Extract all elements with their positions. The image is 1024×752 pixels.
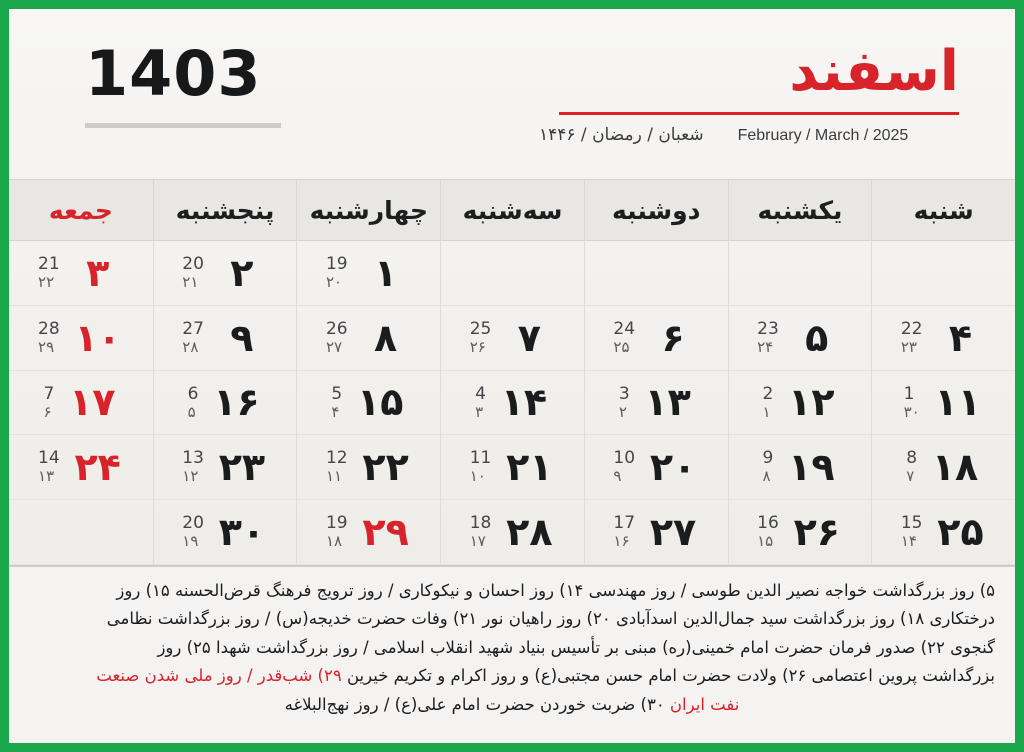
calendar-header	[9, 9, 1015, 179]
day-number-gregorian: 27	[182, 318, 204, 339]
day-cell[interactable]	[9, 371, 153, 436]
day-cell[interactable]	[440, 371, 584, 436]
day-grid	[9, 241, 1015, 565]
day-cell[interactable]	[296, 306, 440, 371]
day-number-hijri: ۱۵	[757, 532, 774, 551]
day-number-gregorian: 2	[762, 383, 774, 404]
day-number-gregorian: 19	[325, 513, 348, 534]
day-secondary-dates	[757, 514, 779, 550]
day-number-jalali: ۱۱	[934, 380, 981, 425]
day-secondary-dates	[38, 449, 60, 485]
day-cell[interactable]	[153, 371, 297, 436]
day-number-gregorian: 20	[182, 513, 204, 534]
day-number-gregorian: 25	[469, 318, 492, 339]
day-secondary-dates	[326, 449, 348, 485]
day-number-jalali: ۱۷	[69, 380, 116, 425]
weekday-header-seshanbe: سه‌شنبه	[440, 180, 584, 240]
day-number-gregorian: 12	[325, 448, 348, 469]
day-number-jalali: ۲۳	[218, 445, 266, 490]
events-line-1: ۵) روز بزرگداشت خواجه نصیر الدین طوسی / روز مهندسی ۱۴) روز احسان و نیکوکاری / روز ترویج فرهنگ قرض‌الحسنه ۱۵) روز	[116, 581, 995, 600]
day-cell	[440, 241, 584, 306]
day-cell[interactable]	[153, 241, 297, 306]
day-number-jalali: ۲۵	[937, 510, 984, 555]
day-cell[interactable]	[584, 500, 728, 565]
month-name: اسفند	[789, 39, 959, 104]
day-cell[interactable]	[440, 500, 584, 565]
day-number-hijri: ۶	[43, 402, 52, 421]
day-secondary-dates	[182, 255, 204, 291]
day-secondary-dates	[901, 514, 923, 550]
day-number-gregorian: 13	[182, 448, 204, 469]
day-number-hijri: ۳۰	[903, 402, 920, 421]
day-cell[interactable]	[9, 306, 153, 371]
events-line-4-text: بزرگداشت پروین اعتصامی ۲۶) ولادت حضرت امام حسن مجتبی(ع) و روز اکرام و تکریم خیرین	[341, 666, 995, 686]
day-number-jalali: ۲۴	[74, 445, 121, 490]
day-secondary-dates	[43, 385, 54, 421]
day-secondary-dates	[757, 320, 779, 356]
day-number-jalali: ۲۱	[506, 445, 553, 490]
day-number-gregorian: 24	[613, 318, 636, 339]
day-number-jalali: ۱	[374, 250, 398, 295]
day-cell[interactable]	[871, 306, 1015, 371]
day-number-gregorian: 5	[331, 383, 343, 404]
day-number-jalali: ۵	[805, 315, 829, 360]
day-secondary-dates	[475, 385, 486, 421]
day-number-hijri: ۲	[618, 402, 627, 421]
day-number-jalali: ۷	[517, 315, 541, 360]
day-cell[interactable]	[153, 500, 297, 565]
day-secondary-dates	[470, 449, 492, 485]
day-secondary-dates	[619, 385, 630, 421]
day-cell[interactable]	[9, 435, 153, 500]
weekday-header-doshanbe: دوشنبه	[584, 180, 728, 240]
day-secondary-dates	[904, 385, 920, 421]
weekday-header-panjshanbe: پنجشنبه	[153, 180, 297, 240]
day-number-gregorian: 19	[325, 253, 348, 274]
day-number-hijri: ۲۹	[38, 337, 55, 356]
day-number-jalali: ۶	[661, 315, 685, 360]
day-number-gregorian: 16	[757, 513, 779, 534]
day-number-jalali: ۹	[230, 315, 254, 360]
day-cell	[871, 241, 1015, 306]
day-number-hijri: ۱۱	[325, 467, 343, 486]
day-number-jalali: ۱۸	[931, 445, 979, 490]
day-number-jalali: ۲۶	[793, 510, 840, 555]
day-cell[interactable]	[728, 500, 872, 565]
year-label: 1403	[85, 37, 262, 110]
weekday-header-shanbe: شنبه	[871, 180, 1015, 240]
day-secondary-dates	[188, 385, 199, 421]
day-number-gregorian: 23	[757, 318, 779, 339]
day-number-gregorian: 3	[618, 383, 630, 404]
day-number-gregorian: 6	[187, 383, 199, 404]
day-number-jalali: ۴	[948, 315, 973, 360]
events-line-5-text: ۳۰) ضربت خوردن حضرت امام علی(ع) / روز نهج‌البلاغه	[284, 694, 665, 714]
day-cell[interactable]	[296, 371, 440, 436]
day-number-hijri: ۹	[613, 467, 622, 486]
events-line-3: گنجوی ۲۲) صدور فرمان حضرت امام خمینی(ره) مبنی بر تأسیس بنیاد شهید انقلاب اسلامی / روز بزرگداشت شهدا ۲۵) روز	[157, 637, 995, 657]
hijri-months-label: شعبان / رمضان / ۱۴۴۶	[539, 124, 704, 145]
day-secondary-dates	[326, 320, 348, 356]
day-number-gregorian: 1	[903, 383, 915, 404]
day-number-jalali: ۱۴	[500, 380, 548, 425]
day-number-jalali: ۱۰	[74, 315, 121, 360]
day-secondary-dates	[613, 320, 635, 356]
day-number-jalali: ۲	[230, 250, 254, 295]
day-secondary-dates	[901, 320, 923, 356]
weekday-header-yekshanbe: یکشنبه	[728, 180, 872, 240]
day-number-gregorian: 15	[900, 513, 923, 534]
day-number-hijri: ۲۸	[182, 337, 199, 356]
day-number-hijri: ۱۸	[325, 532, 343, 551]
events-line-4	[29, 662, 995, 690]
day-secondary-dates	[326, 514, 348, 550]
day-number-gregorian: 7	[43, 383, 55, 404]
day-cell[interactable]	[296, 500, 440, 565]
day-cell[interactable]	[440, 306, 584, 371]
calendar-sheet	[9, 9, 1015, 743]
day-secondary-dates	[613, 449, 635, 485]
day-secondary-dates	[763, 449, 774, 485]
day-cell[interactable]	[728, 306, 872, 371]
day-number-hijri: ۱۲	[182, 467, 199, 486]
day-number-hijri: ۷	[906, 467, 915, 486]
day-cell[interactable]	[584, 306, 728, 371]
day-cell[interactable]	[871, 500, 1015, 565]
day-number-gregorian: 8	[906, 448, 918, 469]
day-secondary-dates	[763, 385, 774, 421]
day-cell[interactable]	[296, 435, 440, 500]
day-secondary-dates	[470, 514, 492, 550]
day-number-hijri: ۵	[187, 402, 196, 421]
day-secondary-dates	[470, 320, 492, 356]
weekday-header-jomeh: جمعه	[48, 195, 113, 225]
day-number-hijri: ۳	[475, 402, 484, 421]
day-cell[interactable]	[440, 435, 584, 500]
day-number-hijri: ۱۳	[38, 467, 55, 486]
day-cell[interactable]	[871, 371, 1015, 436]
day-number-jalali: ۱۵	[357, 380, 404, 425]
month-block	[539, 39, 959, 145]
day-number-gregorian: 26	[325, 318, 348, 339]
day-secondary-dates	[906, 449, 917, 485]
day-cell[interactable]	[871, 435, 1015, 500]
day-number-gregorian: 28	[38, 318, 60, 339]
day-number-hijri: ۱۷	[469, 532, 486, 551]
day-number-jalali: ۱۲	[788, 380, 835, 425]
day-number-hijri: ۱۹	[182, 532, 199, 551]
day-cell[interactable]	[584, 371, 728, 436]
day-number-jalali: ۱۹	[788, 445, 835, 490]
month-subtitles	[539, 125, 959, 145]
day-number-hijri: ۴	[331, 402, 340, 421]
day-number-gregorian: 18	[469, 513, 492, 534]
month-rule	[559, 112, 959, 115]
day-number-gregorian: 22	[900, 318, 923, 339]
day-secondary-dates	[182, 514, 204, 550]
day-number-jalali: ۲۸	[506, 510, 553, 555]
events-line-5	[29, 691, 995, 719]
day-cell[interactable]	[728, 371, 872, 436]
day-number-jalali: ۲۹	[362, 510, 409, 555]
events-line-5-holiday-text: نفت ایران	[664, 694, 740, 714]
day-number-gregorian: 20	[182, 253, 204, 274]
day-secondary-dates	[326, 255, 348, 291]
events-line-2: درختکاری ۱۸) روز بزرگداشت سید جمال‌الدین اسدآبادی ۲۰) روز راهیان نور ۲۱) وفات حضرت خدیجه(س) / روز بزرگداشت نظامی	[106, 609, 995, 629]
year-rule	[85, 123, 281, 128]
events-line-4-holiday-text: ۲۹) شب‌قدر / روز ملی شدن صنعت	[96, 666, 342, 686]
day-number-gregorian: 17	[613, 513, 636, 534]
day-secondary-dates	[331, 385, 342, 421]
day-secondary-dates	[38, 320, 60, 356]
day-number-gregorian: 10	[613, 448, 636, 469]
weekday-header-chaharshanbe: چهارشنبه	[296, 180, 440, 240]
day-secondary-dates	[182, 320, 204, 356]
day-secondary-dates	[38, 255, 60, 291]
day-number-hijri: ۱۶	[613, 532, 630, 551]
day-cell	[584, 241, 728, 306]
day-number-hijri: ۲۱	[182, 273, 199, 292]
day-number-gregorian: 4	[475, 383, 486, 404]
day-number-hijri: ۱	[762, 402, 771, 421]
day-number-jalali: ۳۰	[218, 510, 266, 555]
day-cell[interactable]	[584, 435, 728, 500]
day-number-gregorian: 9	[762, 448, 774, 469]
day-number-jalali: ۱۳	[644, 380, 691, 425]
gregorian-months-label: February / March / 2025	[737, 126, 909, 144]
events-section	[9, 565, 1015, 743]
day-number-hijri: ۱۴	[900, 532, 917, 551]
day-number-jalali: ۲۰	[649, 445, 697, 490]
day-number-jalali: ۳	[86, 250, 110, 295]
day-cell[interactable]	[296, 241, 440, 306]
day-secondary-dates	[182, 449, 204, 485]
day-number-gregorian: 14	[38, 448, 60, 469]
day-number-hijri: ۲۳	[900, 337, 917, 356]
day-number-gregorian: 21	[38, 253, 60, 274]
day-number-jalali: ۲۲	[362, 445, 409, 490]
day-cell[interactable]	[9, 241, 153, 306]
day-number-hijri: ۲۶	[469, 337, 486, 356]
day-cell[interactable]	[153, 435, 297, 500]
day-number-hijri: ۸	[762, 467, 771, 486]
day-cell[interactable]	[153, 306, 297, 371]
year-block	[85, 37, 281, 128]
day-number-hijri: ۲۴	[757, 337, 774, 356]
day-cell[interactable]	[728, 435, 872, 500]
day-number-jalali: ۱۶	[213, 380, 260, 425]
day-cell	[728, 241, 872, 306]
day-number-hijri: ۱۰	[469, 467, 486, 486]
day-number-hijri: ۲۲	[38, 273, 55, 292]
day-number-gregorian: 11	[469, 448, 492, 469]
day-secondary-dates	[613, 514, 635, 550]
day-number-hijri: ۲۵	[613, 337, 630, 356]
weekday-header-row	[9, 179, 1015, 241]
day-number-hijri: ۲۰	[325, 273, 343, 292]
day-number-hijri: ۲۷	[325, 337, 343, 356]
day-cell	[9, 500, 153, 565]
day-number-jalali: ۸	[374, 315, 398, 360]
day-number-jalali: ۲۷	[649, 510, 697, 555]
